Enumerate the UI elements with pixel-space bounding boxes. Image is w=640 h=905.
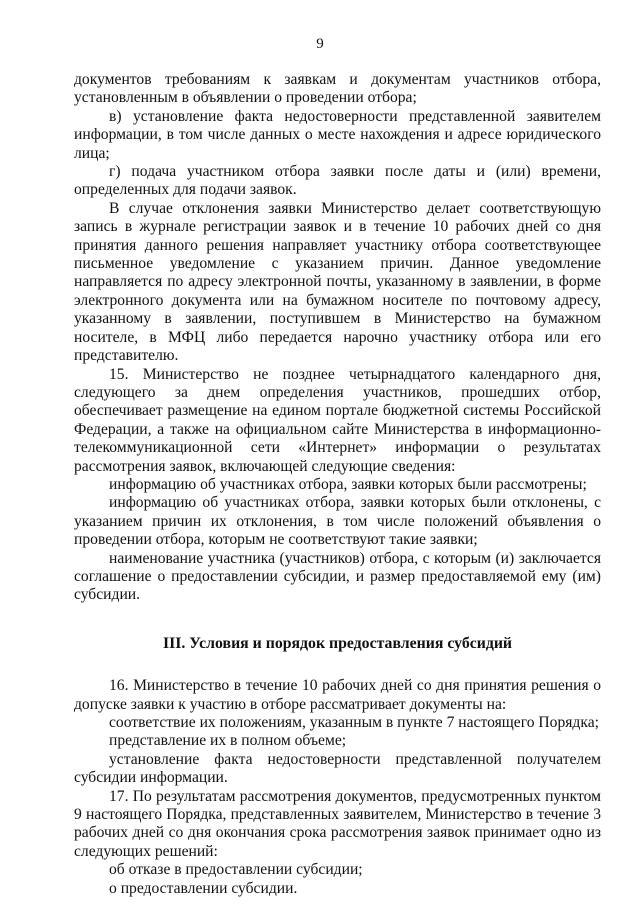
paragraph: в) установление факта недостоверности представленной заявителем информации, в том числе данных о месте нахождения и адресе юридического лица;	[74, 107, 601, 162]
paragraph: наименование участника (участников) отбора, с которым (и) заключается соглашение о предоставлении субсидии, и размер предоставляемой ему (им) субсидии.	[74, 549, 601, 604]
document-body	[74, 71, 601, 898]
paragraph: установление факта недостоверности представленной получателем субсидии информации.	[74, 750, 601, 787]
section-heading: III. Условия и порядок предоставления субсидий	[162, 634, 513, 652]
paragraph: г) подача участником отбора заявки после даты и (или) времени, определенных для подачи заявок.	[74, 163, 601, 199]
paragraph: документов требованиям к заявкам и документам участников отбора, установленным в объявлении о проведении отбора;	[74, 71, 601, 107]
paragraph: об отказе в предоставлении субсидии;	[109, 861, 363, 879]
paragraph: представление их в полном объеме;	[109, 732, 347, 750]
paragraph: 15. Министерство не позднее четырнадцатого календарного дня, следующего за днем определения участников, прошедших отбор, обеспечивает размещение на едином портале бюджетной системы Российской Федерации, а также на официальном сайте Министерства в информационно-телекоммуникационной сети «Интернет» информации о результатах рассмотрения заявок, включающей следующие сведения:	[74, 365, 601, 475]
paragraph: 17. По результатам рассмотрения документов, предусмотренных пунктом 9 настоящего Порядка, представленных заявителем, Министерство в течение 3 рабочих дней со дня окончания срока рассмотрения заявок принимает одно из следующих решений:	[74, 787, 601, 860]
paragraph: соответствие их положениям, указанным в пункте 7 настоящего Порядка;	[109, 714, 599, 731]
page-number: 9	[316, 36, 324, 52]
paragraph: 16. Министерство в течение 10 рабочих дней со дня принятия решения о допуске заявки к участию в отборе рассматривает документы на:	[74, 677, 601, 713]
paragraph: В случае отклонения заявки Министерство делает соответствующую запись в журнале регистрации заявок и в течение 10 рабочих дней со дня принятия данного решения направляет участнику отбора соответствующее письменное уведомление с указанием причин. Данное уведомление направляется по адресу электронной почты, указанному в заявлении, в форме электронного документа или на бумажном носителе по почтовому адресу, указанному в заявлении, поступившем в Министерство на бумажном носителе, в МФЦ либо передается нарочно участнику отбора или его представителю.	[74, 199, 601, 365]
paragraph: о предоставлении субсидии.	[109, 879, 298, 897]
paragraph: информацию об участниках отбора, заявки которых были отклонены, с указанием причин их отклонения, в том числе положений объявления о проведении отбора, которым не соответствуют такие заявки;	[74, 494, 601, 549]
paragraph: информацию об участниках отбора, заявки которых были рассмотрены;	[109, 475, 587, 493]
